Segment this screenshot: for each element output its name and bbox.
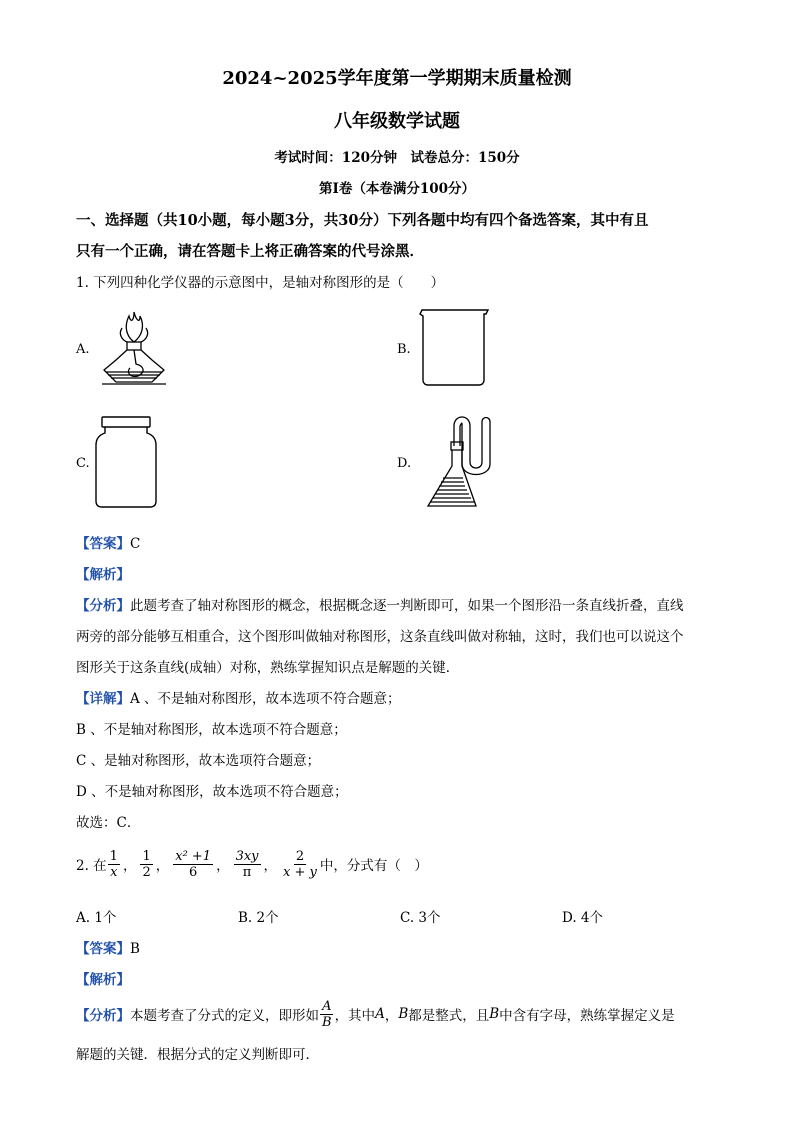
q2-option-b: B. 2个 [238,910,279,926]
section-instruction-line1: 一、选择题（共10小题，每小题3分，共30分）下列各题中均有四个备选答案，其中有且 [76,212,649,229]
question-2-stem: 2. 在 $\frac{1}{x}$ ， $\frac{1}{2}$ ， $\frac{\text{x² +1}}{6}$ ， $\frac{3xy}{\pi}$ ， $\frac{2}{x + y}$ 中，分式有（ ） [76,848,428,880]
q2-option-d: D. 4个 [562,910,604,926]
q2-suffix: 中，分式有（ ） [319,858,428,874]
q1-fenxi-line2: 两旁的部分能够互相重合，这个图形叫做轴对称图形，这条直线叫做对称轴，这时，我们也可以说这个 [76,629,684,645]
q1-answer [76,532,140,552]
q2-fenxi-line2: 解题的关键．根据分式的定义判断即可． [76,1047,319,1063]
option-b-label: B. [397,342,411,357]
fraction-x2plus1-over-6: $\frac{\text{x² +1}}{6}$ [175,848,212,880]
detail-a-text: A 、不是轴对称图形，故本选项不符合题意； [130,691,401,707]
q1-detail-a [76,687,401,707]
q1-conclusion: 故选：C． [76,815,141,831]
fraction-a-over-b: $\frac{A}{B}$ [322,998,332,1030]
q1-detail-c: C 、是轴对称图形，故本选项符合题意； [76,753,321,769]
q1-fenxi-line3: 图形关于这条直线(成轴）对称，熟练掌握知识点是解题的关键． [76,660,460,676]
q2-answer [76,937,140,957]
fenxi-text: 此题考查了轴对称图形的概念，根据概念逐一判断即可，如果一个图形沿一条直线折叠，直线 [130,598,684,614]
fenxi-tag: 【分析】 [76,598,130,614]
section-instruction-line2: 只有一个正确，请在答题卡上将正确答案的代号涂黑． [76,243,424,260]
q1-fenxi-line1 [76,594,684,614]
fraction-1-over-x: $\frac{1}{x}$ [109,848,118,880]
answer-value: C [130,536,141,552]
exam-info: 考试时间：120分钟 试卷总分：150分 [274,150,520,166]
exam-title: 2024~2025学年度第一学期期末质量检测 [222,68,572,89]
fraction-3xy-over-pi: $\frac{3xy}{\pi}$ [235,848,259,880]
question-1-stem: 1. 下列四种化学仪器的示意图中，是轴对称图形的是（ ） [76,275,445,291]
fenxi-tag: 【分析】 [76,1008,130,1024]
fraction-1-over-2: $\frac{1}{2}$ [142,848,151,880]
q2-prefix: 2. 在 [76,858,107,874]
answer-tag: 【答案】 [76,941,130,957]
fraction-2-over-xplusy: $\frac{2}{x + y}$ [283,848,317,880]
q2-option-c: C. 3个 [400,910,441,926]
answer-tag: 【答案】 [76,536,130,552]
q2-analysis-tag: 【解析】 [76,972,130,988]
alcohol-lamp-figure [96,306,172,390]
exam-subtitle: 八年级数学试题 [334,111,460,132]
option-a-label: A. [76,342,90,357]
option-c-label: C. [76,456,90,471]
answer-value: B [130,941,140,957]
conical-flask-figure [424,412,502,512]
volume-heading: 第Ⅰ卷（本卷满分100分） [319,181,475,197]
reagent-bottle-figure [93,415,159,509]
detail-tag: 【详解】 [76,691,130,707]
q1-analysis-tag: 【解析】 [76,567,130,583]
q1-detail-b: B 、不是轴对称图形，故本选项不符合题意； [76,722,347,738]
option-d-label: D. [397,456,412,471]
q2-fenxi-line1: 【分析】 本题考查了分式的定义，即形如 $\frac{A}{B}$ ，其中 A ， B 都是整式，且 B 中含有字母，熟练掌握定义是 [76,998,675,1030]
beaker-figure [420,306,492,388]
q2-option-a: A. 1个 [76,910,117,926]
q1-detail-d: D 、不是轴对称图形，故本选项不符合题意； [76,784,348,800]
